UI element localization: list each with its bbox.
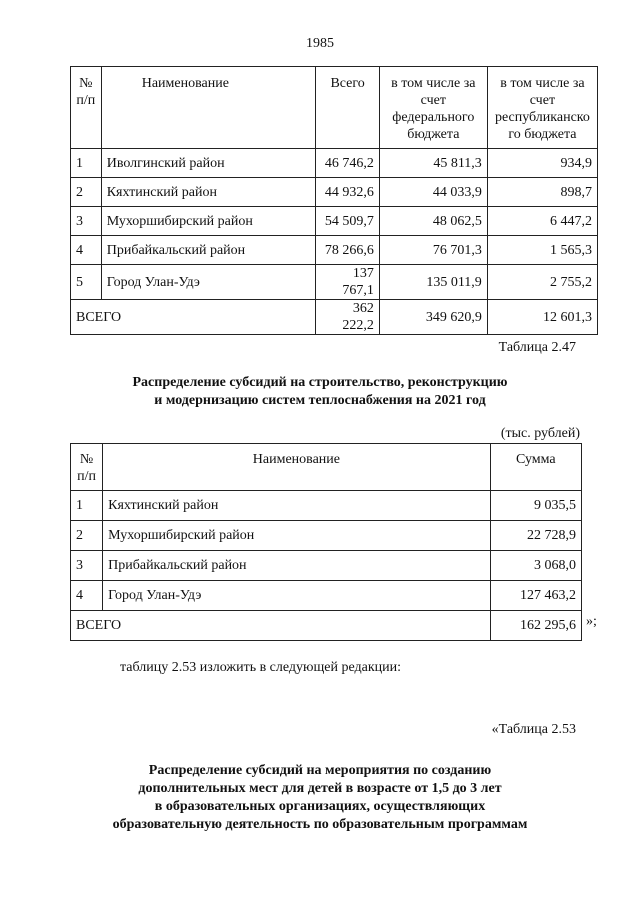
cell-federal: 349 620,9: [379, 300, 487, 335]
cell-num: 1: [71, 149, 102, 178]
table-row: [71, 265, 598, 300]
cell-num: 2: [71, 178, 102, 207]
cell-federal: 44 033,9: [379, 178, 487, 207]
cell-num: 4: [71, 581, 103, 611]
cell-republic: 898,7: [487, 178, 597, 207]
cell-total: 54 509,7: [316, 207, 379, 236]
table-row: [71, 491, 582, 521]
cell-num: 3: [71, 551, 103, 581]
table-caption: «Таблица 2.53: [491, 722, 576, 737]
heading-line: дополнительных мест для детей в возрасте от 1,5 до 3 лет: [138, 781, 502, 796]
table-heading: [0, 762, 640, 834]
table-row: [71, 551, 582, 581]
cell-num: 4: [71, 236, 102, 265]
table-row: [71, 521, 582, 551]
cell-num: 3: [71, 207, 102, 236]
heading-line: Распределение субсидий на строительство, реконструкцию: [132, 375, 508, 390]
cell-federal: 76 701,3: [379, 236, 487, 265]
heading-line: и модернизацию систем теплоснабжения на 2021 год: [154, 393, 486, 408]
table-caption: Таблица 2.47: [498, 340, 576, 355]
table-row: [71, 236, 598, 265]
cell-federal: 48 062,5: [379, 207, 487, 236]
cell-total: 137 767,1: [316, 265, 379, 300]
cell-name: Прибайкальский район: [103, 551, 491, 581]
table-header-row: [71, 67, 598, 149]
heading-line: в образовательных организациях, осуществляющих: [154, 799, 486, 814]
table-heading: [0, 374, 640, 410]
cell-republic: 6 447,2: [487, 207, 597, 236]
cell-name: Город Улан-Удэ: [101, 265, 316, 300]
cell-sum: 9 035,5: [490, 491, 581, 521]
cell-sum: 162 295,6: [490, 611, 581, 641]
cell-name: Город Улан-Удэ: [103, 581, 491, 611]
cell-name: Мухоршибирский район: [101, 207, 316, 236]
cell-num: 5: [71, 265, 102, 300]
cell-total: 46 746,2: [316, 149, 379, 178]
table-total-row: [71, 611, 582, 641]
table-row: [71, 207, 598, 236]
cell-name: Кяхтинский район: [103, 491, 491, 521]
table-row: [71, 581, 582, 611]
cell-sum: 3 068,0: [490, 551, 581, 581]
header-federal: в том числе за счет федерального бюджета: [379, 67, 487, 149]
cell-name: Кяхтинский район: [101, 178, 316, 207]
cell-name: Прибайкальский район: [101, 236, 316, 265]
header-name: Наименование: [103, 444, 491, 491]
header-total: Всего: [316, 67, 379, 149]
cell-republic: 2 755,2: [487, 265, 597, 300]
header-name: Наименование: [101, 67, 316, 149]
header-republic: в том числе за счет республиканско го бюджета: [487, 67, 597, 149]
cell-total: 78 266,6: [316, 236, 379, 265]
cell-total: 362 222,2: [316, 300, 379, 335]
cell-federal: 135 011,9: [379, 265, 487, 300]
heading-line: образовательную деятельность по образовательным программам: [112, 817, 528, 832]
table-header-row: [71, 444, 582, 491]
subsidy-table-2: [70, 443, 582, 641]
table-total-row: [71, 300, 598, 335]
closing-quote: »;: [586, 614, 597, 629]
cell-republic: 12 601,3: [487, 300, 597, 335]
cell-federal: 45 811,3: [379, 149, 487, 178]
cell-republic: 1 565,3: [487, 236, 597, 265]
header-sum: Сумма: [490, 444, 581, 491]
cell-sum: 22 728,9: [490, 521, 581, 551]
cell-name: Мухоршибирский район: [103, 521, 491, 551]
subsidy-table-1: [70, 66, 598, 335]
table-row: [71, 149, 598, 178]
heading-line: Распределение субсидий на мероприятия по созданию: [148, 763, 492, 778]
cell-name: Иволгинский район: [101, 149, 316, 178]
table-row: [71, 178, 598, 207]
body-paragraph: таблицу 2.53 изложить в следующей редакции:: [120, 660, 402, 675]
header-num: № п/п: [71, 67, 102, 149]
cell-republic: 934,9: [487, 149, 597, 178]
cell-total-label: ВСЕГО: [71, 611, 491, 641]
cell-sum: 127 463,2: [490, 581, 581, 611]
header-num: № п/п: [71, 444, 103, 491]
cell-total-label: ВСЕГО: [71, 300, 316, 335]
page-number: 1985: [306, 36, 334, 51]
cell-total: 44 932,6: [316, 178, 379, 207]
cell-num: 2: [71, 521, 103, 551]
units-label: (тыс. рублей): [500, 426, 580, 441]
cell-num: 1: [71, 491, 103, 521]
